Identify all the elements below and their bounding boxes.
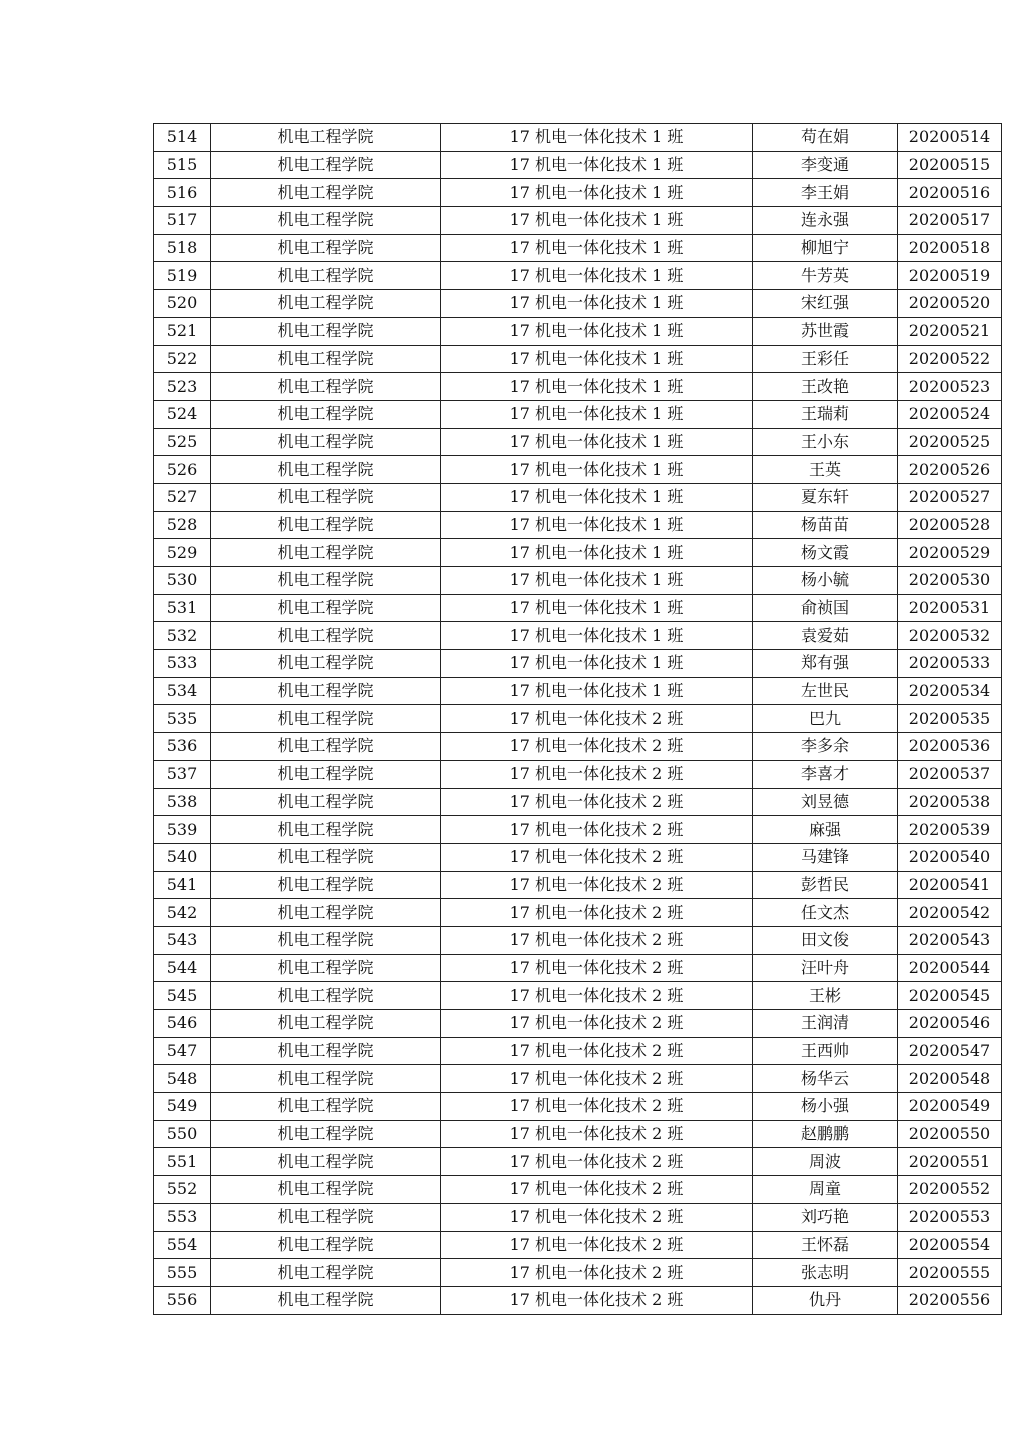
student-id-cell: 20200546	[898, 1010, 1002, 1038]
row-index-cell: 542	[154, 899, 211, 927]
row-index-cell: 540	[154, 843, 211, 871]
table-row	[154, 234, 1002, 262]
row-index-cell: 543	[154, 926, 211, 954]
class-cell: 17 机电一体化技术 1 班	[441, 151, 753, 179]
table-row	[154, 926, 1002, 954]
student-id-cell: 20200524	[898, 400, 1002, 428]
table-row	[154, 843, 1002, 871]
table-row	[154, 677, 1002, 705]
class-cell: 17 机电一体化技术 1 班	[441, 650, 753, 678]
class-cell: 17 机电一体化技术 2 班	[441, 1120, 753, 1148]
table-row	[154, 400, 1002, 428]
row-index-cell: 514	[154, 124, 211, 152]
table-row	[154, 1176, 1002, 1204]
student-name-cell: 王润清	[753, 1010, 898, 1038]
student-id-cell: 20200550	[898, 1120, 1002, 1148]
student-name-cell: 仇丹	[753, 1286, 898, 1314]
class-cell: 17 机电一体化技术 1 班	[441, 373, 753, 401]
row-index-cell: 518	[154, 234, 211, 262]
row-index-cell: 530	[154, 567, 211, 595]
row-index-cell: 554	[154, 1231, 211, 1259]
student-name-cell: 王小东	[753, 428, 898, 456]
student-name-cell: 李喜才	[753, 760, 898, 788]
row-index-cell: 524	[154, 400, 211, 428]
college-cell: 机电工程学院	[211, 290, 441, 318]
class-cell: 17 机电一体化技术 1 班	[441, 207, 753, 235]
row-index-cell: 546	[154, 1010, 211, 1038]
table-row	[154, 539, 1002, 567]
table-row	[154, 456, 1002, 484]
row-index-cell: 519	[154, 262, 211, 290]
table-row	[154, 207, 1002, 235]
college-cell: 机电工程学院	[211, 234, 441, 262]
table-row	[154, 290, 1002, 318]
student-id-cell: 20200533	[898, 650, 1002, 678]
student-name-cell: 彭哲民	[753, 871, 898, 899]
student-name-cell: 王西帅	[753, 1037, 898, 1065]
row-index-cell: 538	[154, 788, 211, 816]
student-name-cell: 田文俊	[753, 926, 898, 954]
college-cell: 机电工程学院	[211, 705, 441, 733]
college-cell: 机电工程学院	[211, 207, 441, 235]
student-name-cell: 连永强	[753, 207, 898, 235]
class-cell: 17 机电一体化技术 2 班	[441, 1093, 753, 1121]
class-cell: 17 机电一体化技术 1 班	[441, 290, 753, 318]
class-cell: 17 机电一体化技术 1 班	[441, 677, 753, 705]
student-id-cell: 20200553	[898, 1203, 1002, 1231]
college-cell: 机电工程学院	[211, 899, 441, 927]
table-row	[154, 982, 1002, 1010]
student-id-cell: 20200537	[898, 760, 1002, 788]
college-cell: 机电工程学院	[211, 1231, 441, 1259]
class-cell: 17 机电一体化技术 2 班	[441, 816, 753, 844]
student-id-cell: 20200525	[898, 428, 1002, 456]
row-index-cell: 522	[154, 345, 211, 373]
student-id-cell: 20200551	[898, 1148, 1002, 1176]
student-name-cell: 郑有强	[753, 650, 898, 678]
table-row	[154, 871, 1002, 899]
college-cell: 机电工程学院	[211, 317, 441, 345]
row-index-cell: 553	[154, 1203, 211, 1231]
student-name-cell: 麻强	[753, 816, 898, 844]
student-name-cell: 赵鹏鹏	[753, 1120, 898, 1148]
table-row	[154, 733, 1002, 761]
table-row	[154, 954, 1002, 982]
class-cell: 17 机电一体化技术 2 班	[441, 1148, 753, 1176]
college-cell: 机电工程学院	[211, 1065, 441, 1093]
class-cell: 17 机电一体化技术 2 班	[441, 1010, 753, 1038]
row-index-cell: 551	[154, 1148, 211, 1176]
college-cell: 机电工程学院	[211, 539, 441, 567]
college-cell: 机电工程学院	[211, 1093, 441, 1121]
roster-body	[154, 124, 1002, 1315]
college-cell: 机电工程学院	[211, 677, 441, 705]
college-cell: 机电工程学院	[211, 926, 441, 954]
table-row	[154, 567, 1002, 595]
student-id-cell: 20200549	[898, 1093, 1002, 1121]
student-name-cell: 俞祯国	[753, 594, 898, 622]
row-index-cell: 549	[154, 1093, 211, 1121]
table-row	[154, 1231, 1002, 1259]
row-index-cell: 529	[154, 539, 211, 567]
row-index-cell: 556	[154, 1286, 211, 1314]
table-row	[154, 705, 1002, 733]
student-id-cell: 20200534	[898, 677, 1002, 705]
row-index-cell: 520	[154, 290, 211, 318]
student-id-cell: 20200535	[898, 705, 1002, 733]
student-name-cell: 柳旭宁	[753, 234, 898, 262]
table-row	[154, 1010, 1002, 1038]
college-cell: 机电工程学院	[211, 1010, 441, 1038]
student-name-cell: 周童	[753, 1176, 898, 1204]
table-row	[154, 1203, 1002, 1231]
table-row	[154, 511, 1002, 539]
table-row	[154, 428, 1002, 456]
class-cell: 17 机电一体化技术 1 班	[441, 317, 753, 345]
table-row	[154, 179, 1002, 207]
student-id-cell: 20200536	[898, 733, 1002, 761]
class-cell: 17 机电一体化技术 2 班	[441, 982, 753, 1010]
student-id-cell: 20200527	[898, 483, 1002, 511]
college-cell: 机电工程学院	[211, 1203, 441, 1231]
student-id-cell: 20200544	[898, 954, 1002, 982]
student-name-cell: 汪叶舟	[753, 954, 898, 982]
college-cell: 机电工程学院	[211, 456, 441, 484]
class-cell: 17 机电一体化技术 2 班	[441, 843, 753, 871]
student-id-cell: 20200529	[898, 539, 1002, 567]
student-name-cell: 李多余	[753, 733, 898, 761]
college-cell: 机电工程学院	[211, 982, 441, 1010]
student-id-cell: 20200521	[898, 317, 1002, 345]
row-index-cell: 535	[154, 705, 211, 733]
student-id-cell: 20200526	[898, 456, 1002, 484]
class-cell: 17 机电一体化技术 2 班	[441, 1231, 753, 1259]
student-name-cell: 周波	[753, 1148, 898, 1176]
class-cell: 17 机电一体化技术 1 班	[441, 124, 753, 152]
college-cell: 机电工程学院	[211, 1286, 441, 1314]
row-index-cell: 539	[154, 816, 211, 844]
student-name-cell: 王改艳	[753, 373, 898, 401]
table-row	[154, 760, 1002, 788]
row-index-cell: 526	[154, 456, 211, 484]
class-cell: 17 机电一体化技术 2 班	[441, 871, 753, 899]
student-name-cell: 杨苗苗	[753, 511, 898, 539]
row-index-cell: 550	[154, 1120, 211, 1148]
college-cell: 机电工程学院	[211, 1148, 441, 1176]
college-cell: 机电工程学院	[211, 373, 441, 401]
student-id-cell: 20200538	[898, 788, 1002, 816]
college-cell: 机电工程学院	[211, 843, 441, 871]
student-name-cell: 王怀磊	[753, 1231, 898, 1259]
student-id-cell: 20200556	[898, 1286, 1002, 1314]
class-cell: 17 机电一体化技术 2 班	[441, 760, 753, 788]
student-name-cell: 李变通	[753, 151, 898, 179]
table-row	[154, 899, 1002, 927]
student-name-cell: 杨文霞	[753, 539, 898, 567]
table-row	[154, 262, 1002, 290]
class-cell: 17 机电一体化技术 2 班	[441, 705, 753, 733]
table-row	[154, 816, 1002, 844]
student-id-cell: 20200548	[898, 1065, 1002, 1093]
student-name-cell: 牛芳英	[753, 262, 898, 290]
student-name-cell: 袁爱茹	[753, 622, 898, 650]
row-index-cell: 547	[154, 1037, 211, 1065]
college-cell: 机电工程学院	[211, 760, 441, 788]
class-cell: 17 机电一体化技术 1 班	[441, 539, 753, 567]
class-cell: 17 机电一体化技术 2 班	[441, 1176, 753, 1204]
student-id-cell: 20200518	[898, 234, 1002, 262]
student-name-cell: 宋红强	[753, 290, 898, 318]
row-index-cell: 516	[154, 179, 211, 207]
class-cell: 17 机电一体化技术 1 班	[441, 622, 753, 650]
class-cell: 17 机电一体化技术 2 班	[441, 954, 753, 982]
table-row	[154, 1093, 1002, 1121]
student-name-cell: 刘巧艳	[753, 1203, 898, 1231]
college-cell: 机电工程学院	[211, 1259, 441, 1287]
student-id-cell: 20200517	[898, 207, 1002, 235]
student-id-cell: 20200554	[898, 1231, 1002, 1259]
student-id-cell: 20200552	[898, 1176, 1002, 1204]
table-row	[154, 650, 1002, 678]
table-row	[154, 622, 1002, 650]
class-cell: 17 机电一体化技术 1 班	[441, 428, 753, 456]
table-row	[154, 788, 1002, 816]
table-row	[154, 1120, 1002, 1148]
college-cell: 机电工程学院	[211, 871, 441, 899]
college-cell: 机电工程学院	[211, 567, 441, 595]
class-cell: 17 机电一体化技术 1 班	[441, 179, 753, 207]
student-name-cell: 苟在娟	[753, 124, 898, 152]
student-id-cell: 20200555	[898, 1259, 1002, 1287]
table-row	[154, 151, 1002, 179]
class-cell: 17 机电一体化技术 1 班	[441, 234, 753, 262]
student-id-cell: 20200528	[898, 511, 1002, 539]
class-cell: 17 机电一体化技术 2 班	[441, 1037, 753, 1065]
class-cell: 17 机电一体化技术 1 班	[441, 262, 753, 290]
row-index-cell: 533	[154, 650, 211, 678]
row-index-cell: 537	[154, 760, 211, 788]
student-name-cell: 王英	[753, 456, 898, 484]
row-index-cell: 523	[154, 373, 211, 401]
row-index-cell: 541	[154, 871, 211, 899]
college-cell: 机电工程学院	[211, 650, 441, 678]
college-cell: 机电工程学院	[211, 345, 441, 373]
row-index-cell: 532	[154, 622, 211, 650]
table-row	[154, 317, 1002, 345]
class-cell: 17 机电一体化技术 2 班	[441, 926, 753, 954]
college-cell: 机电工程学院	[211, 622, 441, 650]
student-id-cell: 20200539	[898, 816, 1002, 844]
student-id-cell: 20200540	[898, 843, 1002, 871]
table-row	[154, 1065, 1002, 1093]
student-id-cell: 20200520	[898, 290, 1002, 318]
row-index-cell: 534	[154, 677, 211, 705]
student-roster-table	[153, 123, 1002, 1315]
student-id-cell: 20200531	[898, 594, 1002, 622]
class-cell: 17 机电一体化技术 1 班	[441, 567, 753, 595]
student-name-cell: 夏东轩	[753, 483, 898, 511]
student-id-cell: 20200542	[898, 899, 1002, 927]
student-name-cell: 马建锋	[753, 843, 898, 871]
college-cell: 机电工程学院	[211, 428, 441, 456]
table-row	[154, 124, 1002, 152]
student-name-cell: 杨华云	[753, 1065, 898, 1093]
student-id-cell: 20200514	[898, 124, 1002, 152]
student-name-cell: 张志明	[753, 1259, 898, 1287]
class-cell: 17 机电一体化技术 2 班	[441, 1286, 753, 1314]
student-id-cell: 20200523	[898, 373, 1002, 401]
class-cell: 17 机电一体化技术 1 班	[441, 511, 753, 539]
student-name-cell: 任文杰	[753, 899, 898, 927]
row-index-cell: 555	[154, 1259, 211, 1287]
row-index-cell: 536	[154, 733, 211, 761]
table-row	[154, 345, 1002, 373]
row-index-cell: 527	[154, 483, 211, 511]
row-index-cell: 528	[154, 511, 211, 539]
row-index-cell: 517	[154, 207, 211, 235]
student-name-cell: 巴九	[753, 705, 898, 733]
student-name-cell: 王彬	[753, 982, 898, 1010]
college-cell: 机电工程学院	[211, 733, 441, 761]
college-cell: 机电工程学院	[211, 954, 441, 982]
student-name-cell: 王瑞莉	[753, 400, 898, 428]
row-index-cell: 544	[154, 954, 211, 982]
class-cell: 17 机电一体化技术 1 班	[441, 400, 753, 428]
row-index-cell: 525	[154, 428, 211, 456]
row-index-cell: 521	[154, 317, 211, 345]
student-name-cell: 杨小强	[753, 1093, 898, 1121]
college-cell: 机电工程学院	[211, 816, 441, 844]
class-cell: 17 机电一体化技术 2 班	[441, 788, 753, 816]
college-cell: 机电工程学院	[211, 511, 441, 539]
row-index-cell: 548	[154, 1065, 211, 1093]
student-id-cell: 20200515	[898, 151, 1002, 179]
class-cell: 17 机电一体化技术 1 班	[441, 345, 753, 373]
student-id-cell: 20200545	[898, 982, 1002, 1010]
student-name-cell: 王彩任	[753, 345, 898, 373]
student-id-cell: 20200532	[898, 622, 1002, 650]
college-cell: 机电工程学院	[211, 1176, 441, 1204]
college-cell: 机电工程学院	[211, 594, 441, 622]
row-index-cell: 545	[154, 982, 211, 1010]
student-id-cell: 20200541	[898, 871, 1002, 899]
class-cell: 17 机电一体化技术 1 班	[441, 594, 753, 622]
student-id-cell: 20200530	[898, 567, 1002, 595]
college-cell: 机电工程学院	[211, 1037, 441, 1065]
class-cell: 17 机电一体化技术 2 班	[441, 899, 753, 927]
table-row	[154, 594, 1002, 622]
college-cell: 机电工程学院	[211, 151, 441, 179]
class-cell: 17 机电一体化技术 1 班	[441, 456, 753, 484]
student-name-cell: 李王娟	[753, 179, 898, 207]
student-id-cell: 20200516	[898, 179, 1002, 207]
class-cell: 17 机电一体化技术 2 班	[441, 1065, 753, 1093]
college-cell: 机电工程学院	[211, 483, 441, 511]
row-index-cell: 531	[154, 594, 211, 622]
student-id-cell: 20200543	[898, 926, 1002, 954]
table-row	[154, 483, 1002, 511]
table-row	[154, 373, 1002, 401]
student-name-cell: 苏世霞	[753, 317, 898, 345]
college-cell: 机电工程学院	[211, 179, 441, 207]
college-cell: 机电工程学院	[211, 124, 441, 152]
student-name-cell: 左世民	[753, 677, 898, 705]
class-cell: 17 机电一体化技术 2 班	[441, 733, 753, 761]
student-id-cell: 20200519	[898, 262, 1002, 290]
row-index-cell: 552	[154, 1176, 211, 1204]
table-row	[154, 1286, 1002, 1314]
class-cell: 17 机电一体化技术 2 班	[441, 1259, 753, 1287]
college-cell: 机电工程学院	[211, 788, 441, 816]
student-name-cell: 杨小毓	[753, 567, 898, 595]
table-row	[154, 1148, 1002, 1176]
class-cell: 17 机电一体化技术 1 班	[441, 483, 753, 511]
student-id-cell: 20200522	[898, 345, 1002, 373]
student-name-cell: 刘昱德	[753, 788, 898, 816]
table-row	[154, 1037, 1002, 1065]
table-row	[154, 1259, 1002, 1287]
class-cell: 17 机电一体化技术 2 班	[441, 1203, 753, 1231]
row-index-cell: 515	[154, 151, 211, 179]
student-id-cell: 20200547	[898, 1037, 1002, 1065]
college-cell: 机电工程学院	[211, 1120, 441, 1148]
college-cell: 机电工程学院	[211, 262, 441, 290]
college-cell: 机电工程学院	[211, 400, 441, 428]
